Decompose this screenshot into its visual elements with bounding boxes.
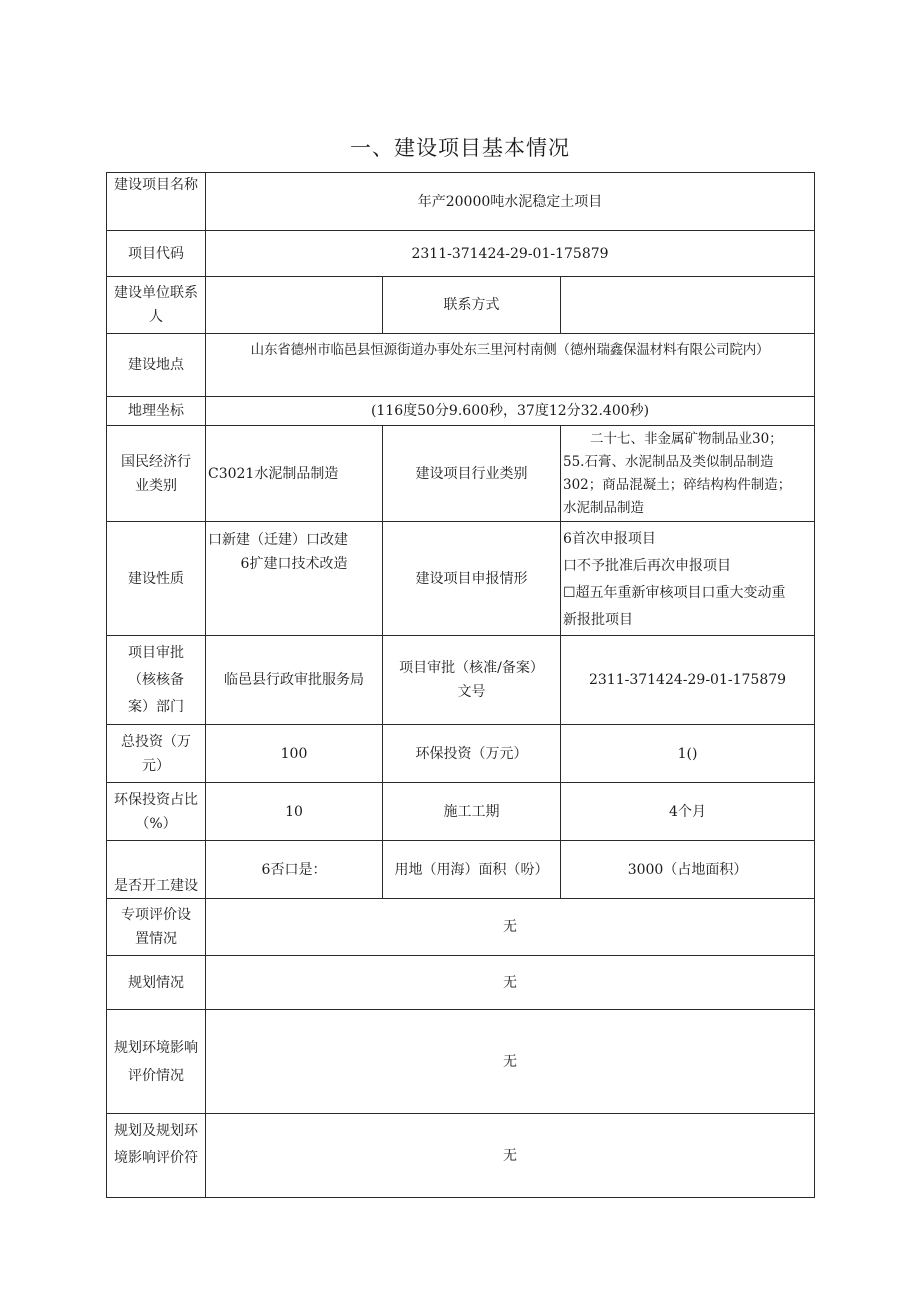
planning-value: 无 xyxy=(206,956,815,1010)
approval-label xyxy=(107,636,206,725)
project-name-value: 年产20000吨水泥稳定土项目 xyxy=(206,173,815,231)
contact-label-line1: 建设单位联系 xyxy=(114,285,198,301)
contact-label xyxy=(107,277,206,334)
special-value: 无 xyxy=(206,899,815,956)
industry-value: C3021水泥制品制造 xyxy=(206,426,383,522)
industry-label-line1: 国民经济行 xyxy=(121,453,191,470)
investment-label-line1: 总投资（万 xyxy=(121,733,191,750)
ratio-value: 10 xyxy=(206,783,383,841)
contact-method-value xyxy=(561,277,815,334)
planning-env-label-line1: 规划环境影响 xyxy=(114,1039,198,1056)
approval-label-line1: 项目审批 xyxy=(128,644,184,661)
industry-label xyxy=(107,426,206,522)
investment-label xyxy=(107,725,206,783)
row-special xyxy=(107,899,815,956)
nature-value xyxy=(206,522,383,636)
report-line2: 口不予批准后再次申报项目 xyxy=(563,558,731,574)
nature-line2: 6扩建口技术改造 xyxy=(240,556,348,572)
row-industry xyxy=(107,426,815,522)
row-location xyxy=(107,334,815,397)
location-label: 建设地点 xyxy=(107,334,206,397)
contact-value xyxy=(206,277,383,334)
row-coordinates xyxy=(107,397,815,426)
project-info-table xyxy=(106,172,815,1198)
env-investment-label: 环保投资（万元） xyxy=(383,725,561,783)
approval-doc-label-line2: 文号 xyxy=(457,684,486,700)
industry-category-line3: 302；商品混凝土；碎结构构件制造； xyxy=(563,476,792,493)
project-name-label: 建设项目名称 xyxy=(107,173,206,231)
approval-doc-label xyxy=(383,636,561,725)
special-label-line2: 置情况 xyxy=(135,931,177,947)
planning-label: 规划情况 xyxy=(107,956,206,1010)
row-planning-conform xyxy=(107,1114,815,1198)
report-line4: 新报批项目 xyxy=(563,612,633,628)
planning-env-label-line2: 评价情况 xyxy=(128,1067,184,1084)
row-started xyxy=(107,841,815,899)
started-label: 是否开工建设 xyxy=(107,841,206,899)
ratio-label-line2: （%） xyxy=(135,815,177,832)
report-line1: 6首次申报项目 xyxy=(563,531,656,547)
approval-value: 临邑县行政审批服务局 xyxy=(206,636,383,725)
env-investment-value: 1() xyxy=(561,725,815,783)
row-investment xyxy=(107,725,815,783)
approval-doc-value: 2311-371424-29-01-175879 xyxy=(561,636,815,725)
special-label xyxy=(107,899,206,956)
planning-env-value: 无 xyxy=(206,1010,815,1114)
planning-conform-label-line2: 境影响评价符 xyxy=(114,1150,198,1166)
nature-line1: 口新建（迁建）口改建 xyxy=(208,532,348,548)
industry-category-value xyxy=(561,426,815,522)
location-value: 山东省德州市临邑县恒源街道办事处东三里河村南侧（德州瑞鑫保温材料有限公司院内） xyxy=(206,334,815,397)
project-code-value: 2311-371424-29-01-175879 xyxy=(206,231,815,277)
industry-category-line2: 55.石膏、水泥制品及类似制品制造 xyxy=(563,453,774,470)
coordinates-label: 地理坐标 xyxy=(107,397,206,426)
row-nature xyxy=(107,522,815,636)
planning-env-label xyxy=(107,1010,206,1114)
approval-label-line3: 案）部门 xyxy=(128,698,184,715)
investment-label-line2: 元） xyxy=(142,757,170,774)
project-code-label: 项目代码 xyxy=(107,231,206,277)
ratio-label xyxy=(107,783,206,841)
contact-method-label: 联系方式 xyxy=(383,277,561,334)
planning-conform-label-line1: 规划及规划环 xyxy=(114,1123,198,1139)
report-value xyxy=(561,522,815,636)
period-value: 4个月 xyxy=(561,783,815,841)
row-contact xyxy=(107,277,815,334)
area-value: 3000（占地面积） xyxy=(561,841,815,899)
report-label: 建设项目申报情形 xyxy=(383,522,561,636)
page-title: 一、建设项目基本情况 xyxy=(350,136,570,160)
planning-conform-value: 无 xyxy=(206,1114,815,1198)
industry-label-line2: 业类别 xyxy=(135,477,177,494)
row-project-code xyxy=(107,231,815,277)
approval-label-line2: （核核备 xyxy=(128,671,184,688)
area-label: 用地（用海）面积（吩） xyxy=(383,841,561,899)
industry-category-line4: 水泥制品制造 xyxy=(563,499,644,516)
contact-label-line2: 人 xyxy=(149,309,163,325)
row-planning-env xyxy=(107,1010,815,1114)
nature-label: 建设性质 xyxy=(107,522,206,636)
industry-category-label: 建设项目行业类别 xyxy=(383,426,561,522)
started-value: 6否口是： xyxy=(206,841,383,899)
row-ratio xyxy=(107,783,815,841)
coordinates-value: (116度50分9.600秒，37度12分32.400秒) xyxy=(206,397,815,426)
row-planning xyxy=(107,956,815,1010)
industry-category-line1: 二十七、非金属矿物制品业30； xyxy=(590,430,783,447)
report-line3: ☐超五年重新审核项目口重大变动重 xyxy=(563,585,786,601)
period-label: 施工工期 xyxy=(383,783,561,841)
row-project-name xyxy=(107,173,815,231)
row-approval xyxy=(107,636,815,725)
ratio-label-line1: 环保投资占比 xyxy=(114,791,198,808)
special-label-line1: 专项评价设 xyxy=(121,907,191,923)
approval-doc-label-line1: 项目审批（核准/备案） xyxy=(399,660,544,676)
investment-value: 100 xyxy=(206,725,383,783)
planning-conform-label xyxy=(107,1114,206,1198)
